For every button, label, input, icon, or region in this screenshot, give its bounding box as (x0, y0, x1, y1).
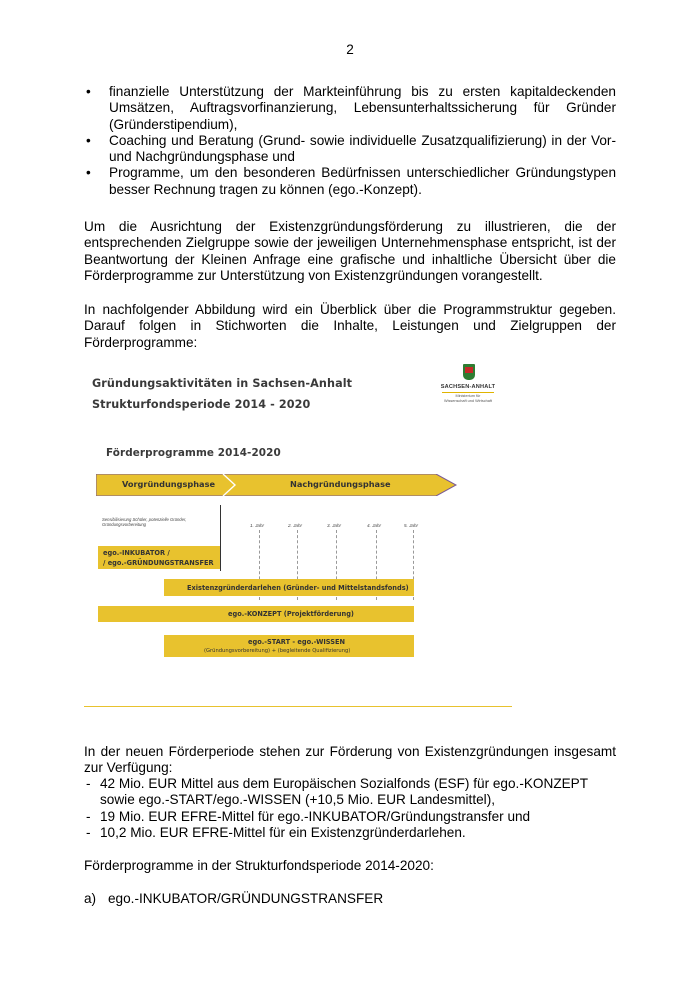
logo-name: SACHSEN-ANHALT (440, 384, 496, 390)
bullet-list (84, 84, 616, 198)
sachsen-anhalt-logo (436, 364, 500, 414)
logo-divider (442, 392, 494, 393)
paragraph-funding: In der neuen Förderperiode stehen zur Förderung von Existenzgründungen insgesamt zur Verfügung: (84, 744, 616, 776)
year-label: 5. Jahr (404, 523, 419, 528)
bar-konzept (98, 606, 414, 622)
dash-text: 42 Mio. EUR Mittel aus dem Europäischen Sozialfonds (ESF) für ego.-KONZEPT sowie ego.-START/ego.-WISSEN (+10,5 Mio. EUR Landesmittel), (100, 776, 588, 808)
bar-inkubator (98, 546, 220, 569)
logo-ministry (436, 394, 500, 403)
bar-label: ego.-KONZEPT (Projektförderung) (228, 610, 354, 618)
logo-ministry-line: Wissenschaft und Wirtschaft (444, 398, 492, 403)
phase-pre-founding: Vorgründungsphase (122, 479, 216, 489)
bar-label: / ego.-GRÜNDUNGSTRANSFER (103, 559, 214, 567)
dash-marker: - (86, 776, 91, 791)
paragraph-overview: In nachfolgender Abbildung wird ein Überblick über die Programmstruktur gegeben. Darauf folgen in Stichworten die Inhalte, Leistungen und Zielgruppen der Förderprogramme: (84, 302, 616, 350)
bullet-icon: • (86, 132, 91, 148)
list-item (84, 809, 624, 825)
program-structure-figure (84, 360, 512, 705)
bullet-text: Programme, um den besonderen Bedürfnissen unterschiedlicher Gründungstypen besser Rechnung tragen zu können (ego.-Konzept). (109, 165, 616, 197)
dash-text: 10,2 Mio. EUR EFRE-Mittel für ein Existenzgründerdarlehen. (100, 824, 466, 840)
bar-label: ego.-INKUBATOR / (103, 549, 170, 557)
list-item (84, 776, 624, 809)
note-line: Sensibilisierung Schüler, potenzielle Gründer, (102, 517, 187, 522)
year-label: 3. Jahr (327, 523, 342, 528)
figure-period: Strukturfondsperiode 2014 - 2020 (92, 398, 311, 411)
bullet-text: finanzielle Unterstützung der Markteinführung bis zu ersten kapitaldeckenden Umsätzen, Auftragsvorfinanzierung, Lebensunterhaltssicherung für Gründer (Gründerstipendium), (109, 84, 616, 132)
paragraph-intro: Um die Ausrichtung der Existenzgründungsförderung zu illustrieren, die der entsprechenden Zielgruppe sowie der jeweiligen Unternehmensphase entspricht, ist der Beantwortung der Kleinen Anfrage eine grafische und inhaltliche Übersicht über die Förderprogramme zur Unterstützung von Existenzgründungen vorangestellt. (84, 219, 616, 283)
sensibilisierung-note (102, 517, 186, 527)
bar-label: (Gründungsvorbereitung) + (begleitende Qualifizierung) (204, 648, 351, 654)
bullet-icon: • (86, 165, 91, 181)
list-item (84, 133, 616, 166)
figure-rule (84, 706, 512, 707)
year-label: 1. Jahr (250, 523, 265, 528)
funding-list (84, 776, 624, 841)
coat-of-arms-icon (463, 364, 475, 380)
figure-subtitle: Förderprogramme 2014-2020 (106, 447, 281, 459)
logo-ministry-line: Ministerium für (455, 394, 481, 398)
bar-label: ego.-START - ego.-WISSEN (248, 638, 346, 646)
dash-text: 19 Mio. EUR EFRE-Mittel für ego.-INKUBATOR/Gründungstransfer und (100, 808, 531, 824)
section-label: a) (84, 891, 97, 906)
dash-marker: - (86, 824, 91, 840)
section-title: ego.-INKUBATOR/GRÜNDUNGSTRANSFER (108, 891, 384, 906)
bar-label: Existenzgründerdarlehen (Gründer- und Mittelstandsfonds) (187, 584, 409, 592)
year-label: 2. Jahr (288, 523, 303, 528)
founding-divider (220, 505, 221, 571)
bar-darlehen (164, 579, 414, 596)
bullet-text: Coaching und Beratung (Grund- sowie individuelle Zusatzqualifizierung) in der Vor- und Nachgründungsphase und (109, 132, 616, 165)
bullet-icon: • (86, 84, 91, 99)
list-item (84, 165, 616, 198)
phase-post-founding: Nachgründungsphase (290, 479, 391, 489)
list-item (84, 825, 624, 841)
bar-start-wissen (164, 635, 414, 657)
dash-marker: - (86, 808, 91, 824)
year-label: 4. Jahr (367, 523, 382, 528)
paragraph-programs: Förderprogramme in der Strukturfondsperiode 2014-2020: (84, 858, 434, 873)
figure-title: Gründungsaktivitäten in Sachsen-Anhalt (92, 377, 353, 390)
page-number: 2 (346, 42, 354, 57)
note-line: Gründungsvorbereitung (102, 522, 146, 527)
section-heading-a (84, 891, 616, 907)
list-item (84, 84, 616, 133)
